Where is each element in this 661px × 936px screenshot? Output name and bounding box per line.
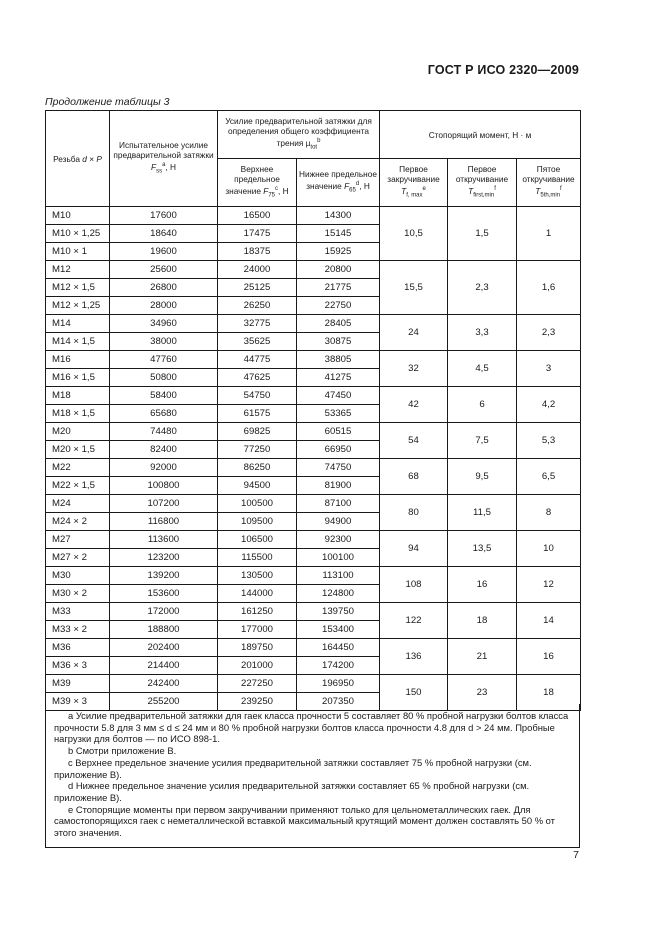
thread-cell: M14 × 1,5 [46, 333, 110, 351]
thread-cell: M24 [46, 495, 110, 513]
footnote-a: a Усилие предварительной затяжки для гаек класса прочности 5 составляет 80 % пробной нагрузки болтов класса прочности 5.8 для 3 мм ≤ d ≤ 24 мм и 80 % пробной нагрузки болтов класса прочности 4.8 для d > 24 мм. Пробные нагрузки для болтов — по ИСО 898-1. [54, 710, 569, 745]
first-install-torque-cell: 150 [380, 675, 448, 711]
table-row [46, 207, 581, 225]
proof-load-cell: 123200 [110, 549, 218, 567]
proof-load-cell: 58400 [110, 387, 218, 405]
first-removal-torque-cell: 1,5 [448, 207, 517, 261]
thread-cell: M16 × 1,5 [46, 369, 110, 387]
header-torque-group: Стопорящий момент, Н · м [380, 111, 581, 159]
upper-limit-cell: 161250 [218, 603, 297, 621]
upper-limit-cell: 18375 [218, 243, 297, 261]
fifth-removal-torque-cell: 8 [517, 495, 581, 531]
table-footnotes [45, 704, 580, 848]
proof-load-cell: 34960 [110, 315, 218, 333]
upper-limit-cell: 94500 [218, 477, 297, 495]
first-install-torque-cell: 10,5 [380, 207, 448, 261]
first-removal-torque-cell: 21 [448, 639, 517, 675]
thread-cell: M14 [46, 315, 110, 333]
table-body [46, 207, 581, 711]
fifth-removal-torque-cell: 12 [517, 567, 581, 603]
first-removal-torque-cell: 9,5 [448, 459, 517, 495]
upper-limit-cell: 35625 [218, 333, 297, 351]
upper-limit-cell: 86250 [218, 459, 297, 477]
thread-cell: M10 [46, 207, 110, 225]
proof-load-cell: 113600 [110, 531, 218, 549]
header-upper-limit: Верхнее предельное значение $F_{75}^c$, Н [218, 159, 297, 207]
first-removal-torque-cell: 23 [448, 675, 517, 711]
upper-limit-cell: 239250 [218, 693, 297, 711]
table-row [46, 567, 581, 585]
upper-limit-cell: 25125 [218, 279, 297, 297]
first-removal-torque-cell: 2,3 [448, 261, 517, 315]
proof-load-cell: 242400 [110, 675, 218, 693]
fifth-removal-torque-cell: 16 [517, 639, 581, 675]
thread-cell: M27 × 2 [46, 549, 110, 567]
lower-limit-cell: 28405 [297, 315, 380, 333]
fifth-removal-torque-cell: 2,3 [517, 315, 581, 351]
lower-limit-cell: 15145 [297, 225, 380, 243]
lower-limit-cell: 174200 [297, 657, 380, 675]
thread-cell: M18 × 1,5 [46, 405, 110, 423]
upper-limit-cell: 69825 [218, 423, 297, 441]
thread-cell: M39 × 3 [46, 693, 110, 711]
thread-cell: M24 × 2 [46, 513, 110, 531]
fifth-removal-torque-cell: 1 [517, 207, 581, 261]
lower-limit-cell: 124800 [297, 585, 380, 603]
fifth-removal-torque-cell: 10 [517, 531, 581, 567]
lower-limit-cell: 14300 [297, 207, 380, 225]
fifth-removal-torque-cell: 6,5 [517, 459, 581, 495]
proof-load-cell: 18640 [110, 225, 218, 243]
thread-cell: M33 [46, 603, 110, 621]
thread-cell: M30 [46, 567, 110, 585]
lower-limit-cell: 87100 [297, 495, 380, 513]
table-row [46, 459, 581, 477]
table-row [46, 387, 581, 405]
upper-limit-cell: 189750 [218, 639, 297, 657]
proof-load-cell: 50800 [110, 369, 218, 387]
lower-limit-cell: 207350 [297, 693, 380, 711]
proof-load-cell: 92000 [110, 459, 218, 477]
thread-cell: M22 [46, 459, 110, 477]
proof-load-cell: 214400 [110, 657, 218, 675]
proof-load-cell: 255200 [110, 693, 218, 711]
lower-limit-cell: 81900 [297, 477, 380, 495]
proof-load-cell: 47760 [110, 351, 218, 369]
upper-limit-cell: 54750 [218, 387, 297, 405]
lower-limit-cell: 21775 [297, 279, 380, 297]
header-fifth-removal: Пятое откручивание $T_{5th,min}^f$ [517, 159, 581, 207]
table-row [46, 495, 581, 513]
lower-limit-cell: 139750 [297, 603, 380, 621]
first-install-torque-cell: 54 [380, 423, 448, 459]
table-row [46, 603, 581, 621]
thread-cell: M27 [46, 531, 110, 549]
fifth-removal-torque-cell: 1,6 [517, 261, 581, 315]
first-install-torque-cell: 32 [380, 351, 448, 387]
upper-limit-cell: 24000 [218, 261, 297, 279]
header-first-removal: Первое откручивание $T_{first,min}^f$ [448, 159, 517, 207]
fifth-removal-torque-cell: 18 [517, 675, 581, 711]
upper-limit-cell: 106500 [218, 531, 297, 549]
proof-load-cell: 74480 [110, 423, 218, 441]
fifth-removal-torque-cell: 14 [517, 603, 581, 639]
first-install-torque-cell: 15,5 [380, 261, 448, 315]
lower-limit-cell: 60515 [297, 423, 380, 441]
first-install-torque-cell: 80 [380, 495, 448, 531]
lower-limit-cell: 20800 [297, 261, 380, 279]
footnote-e: e Стопорящие моменты при первом закручивании применяют только для цельнометаллических гаек. Для самостопорящихся гаек с неметаллической вставкой максимальный крутящий момент должен составлять 50 % от этого значения. [54, 803, 555, 839]
thread-cell: M39 [46, 675, 110, 693]
upper-limit-cell: 61575 [218, 405, 297, 423]
lower-limit-cell: 94900 [297, 513, 380, 531]
header-preload-group: Усилие предварительной затяжки для определения общего коэффициента трения $\mu_{tot}^b$ [218, 111, 380, 159]
thread-cell: M12 × 1,5 [46, 279, 110, 297]
footnote-b: b Смотри приложение В. [68, 745, 177, 757]
proof-load-cell: 28000 [110, 297, 218, 315]
proof-load-cell: 19600 [110, 243, 218, 261]
table-continuation-caption: Продолжение таблицы 3 [45, 96, 170, 108]
upper-limit-cell: 115500 [218, 549, 297, 567]
lower-limit-cell: 47450 [297, 387, 380, 405]
header-lower-limit: Нижнее предельное значение $F_{65}^d$, Н [297, 159, 380, 207]
thread-cell: M16 [46, 351, 110, 369]
thread-cell: M10 × 1,25 [46, 225, 110, 243]
upper-limit-cell: 44775 [218, 351, 297, 369]
proof-load-cell: 202400 [110, 639, 218, 657]
lower-limit-cell: 30875 [297, 333, 380, 351]
lower-limit-cell: 164450 [297, 639, 380, 657]
lower-limit-cell: 53365 [297, 405, 380, 423]
lower-limit-cell: 15925 [297, 243, 380, 261]
thread-cell: M18 [46, 387, 110, 405]
header-thread: Резьба d × P [46, 111, 110, 207]
header-proof-load: Испытательное усилие предварительной затяжки $F_{ss}^a$, Н [110, 111, 218, 207]
first-removal-torque-cell: 6 [448, 387, 517, 423]
first-install-torque-cell: 68 [380, 459, 448, 495]
thread-cell: M22 × 1,5 [46, 477, 110, 495]
proof-load-cell: 82400 [110, 441, 218, 459]
upper-limit-cell: 77250 [218, 441, 297, 459]
lower-limit-cell: 92300 [297, 531, 380, 549]
first-install-torque-cell: 122 [380, 603, 448, 639]
first-removal-torque-cell: 13,5 [448, 531, 517, 567]
proof-load-cell: 65680 [110, 405, 218, 423]
fifth-removal-torque-cell: 5,3 [517, 423, 581, 459]
first-removal-torque-cell: 16 [448, 567, 517, 603]
table-row [46, 531, 581, 549]
footnote-c: c Верхнее предельное значение усилия предварительной затяжки составляет 75 % пробной нагрузки (см. приложение В). [54, 756, 532, 780]
table-row [46, 639, 581, 657]
proof-load-cell: 17600 [110, 207, 218, 225]
proof-load-cell: 116800 [110, 513, 218, 531]
first-removal-torque-cell: 7,5 [448, 423, 517, 459]
fifth-removal-torque-cell: 3 [517, 351, 581, 387]
first-install-torque-cell: 24 [380, 315, 448, 351]
torque-preload-table [45, 110, 581, 711]
thread-cell: M33 × 2 [46, 621, 110, 639]
proof-load-cell: 172000 [110, 603, 218, 621]
table-row [46, 261, 581, 279]
first-install-torque-cell: 42 [380, 387, 448, 423]
lower-limit-cell: 153400 [297, 621, 380, 639]
upper-limit-cell: 32775 [218, 315, 297, 333]
table-row [46, 423, 581, 441]
proof-load-cell: 38000 [110, 333, 218, 351]
thread-cell: M30 × 2 [46, 585, 110, 603]
fifth-removal-torque-cell: 4,2 [517, 387, 581, 423]
thread-cell: M20 × 1,5 [46, 441, 110, 459]
upper-limit-cell: 26250 [218, 297, 297, 315]
lower-limit-cell: 66950 [297, 441, 380, 459]
lower-limit-cell: 74750 [297, 459, 380, 477]
upper-limit-cell: 130500 [218, 567, 297, 585]
upper-limit-cell: 177000 [218, 621, 297, 639]
upper-limit-cell: 109500 [218, 513, 297, 531]
proof-load-cell: 107200 [110, 495, 218, 513]
proof-load-cell: 25600 [110, 261, 218, 279]
first-install-torque-cell: 94 [380, 531, 448, 567]
proof-load-cell: 100800 [110, 477, 218, 495]
upper-limit-cell: 16500 [218, 207, 297, 225]
thread-cell: M36 [46, 639, 110, 657]
table-row [46, 351, 581, 369]
first-install-torque-cell: 136 [380, 639, 448, 675]
table-row [46, 675, 581, 693]
thread-cell: M20 [46, 423, 110, 441]
upper-limit-cell: 201000 [218, 657, 297, 675]
upper-limit-cell: 100500 [218, 495, 297, 513]
upper-limit-cell: 227250 [218, 675, 297, 693]
proof-load-cell: 139200 [110, 567, 218, 585]
lower-limit-cell: 196950 [297, 675, 380, 693]
thread-cell: M36 × 3 [46, 657, 110, 675]
lower-limit-cell: 113100 [297, 567, 380, 585]
first-removal-torque-cell: 18 [448, 603, 517, 639]
document-standard-header: ГОСТ Р ИСО 2320—2009 [427, 63, 579, 77]
lower-limit-cell: 38805 [297, 351, 380, 369]
footnote-d: d Нижнее предельное значение усилия предварительной затяжки составляет 65 % пробной нагрузки (см. приложение В). [54, 780, 530, 803]
proof-load-cell: 153600 [110, 585, 218, 603]
header-first-install: Первое закручивание $T_{f, max}^e$ [380, 159, 448, 207]
lower-limit-cell: 41275 [297, 369, 380, 387]
table-row [46, 315, 581, 333]
upper-limit-cell: 47625 [218, 369, 297, 387]
thread-cell: M12 [46, 261, 110, 279]
thread-cell: M10 × 1 [46, 243, 110, 261]
first-removal-torque-cell: 3,3 [448, 315, 517, 351]
page-number: 7 [573, 849, 579, 861]
first-removal-torque-cell: 11,5 [448, 495, 517, 531]
first-install-torque-cell: 108 [380, 567, 448, 603]
proof-load-cell: 188800 [110, 621, 218, 639]
thread-cell: M12 × 1,25 [46, 297, 110, 315]
lower-limit-cell: 22750 [297, 297, 380, 315]
upper-limit-cell: 17475 [218, 225, 297, 243]
upper-limit-cell: 144000 [218, 585, 297, 603]
first-removal-torque-cell: 4,5 [448, 351, 517, 387]
lower-limit-cell: 100100 [297, 549, 380, 567]
proof-load-cell: 26800 [110, 279, 218, 297]
